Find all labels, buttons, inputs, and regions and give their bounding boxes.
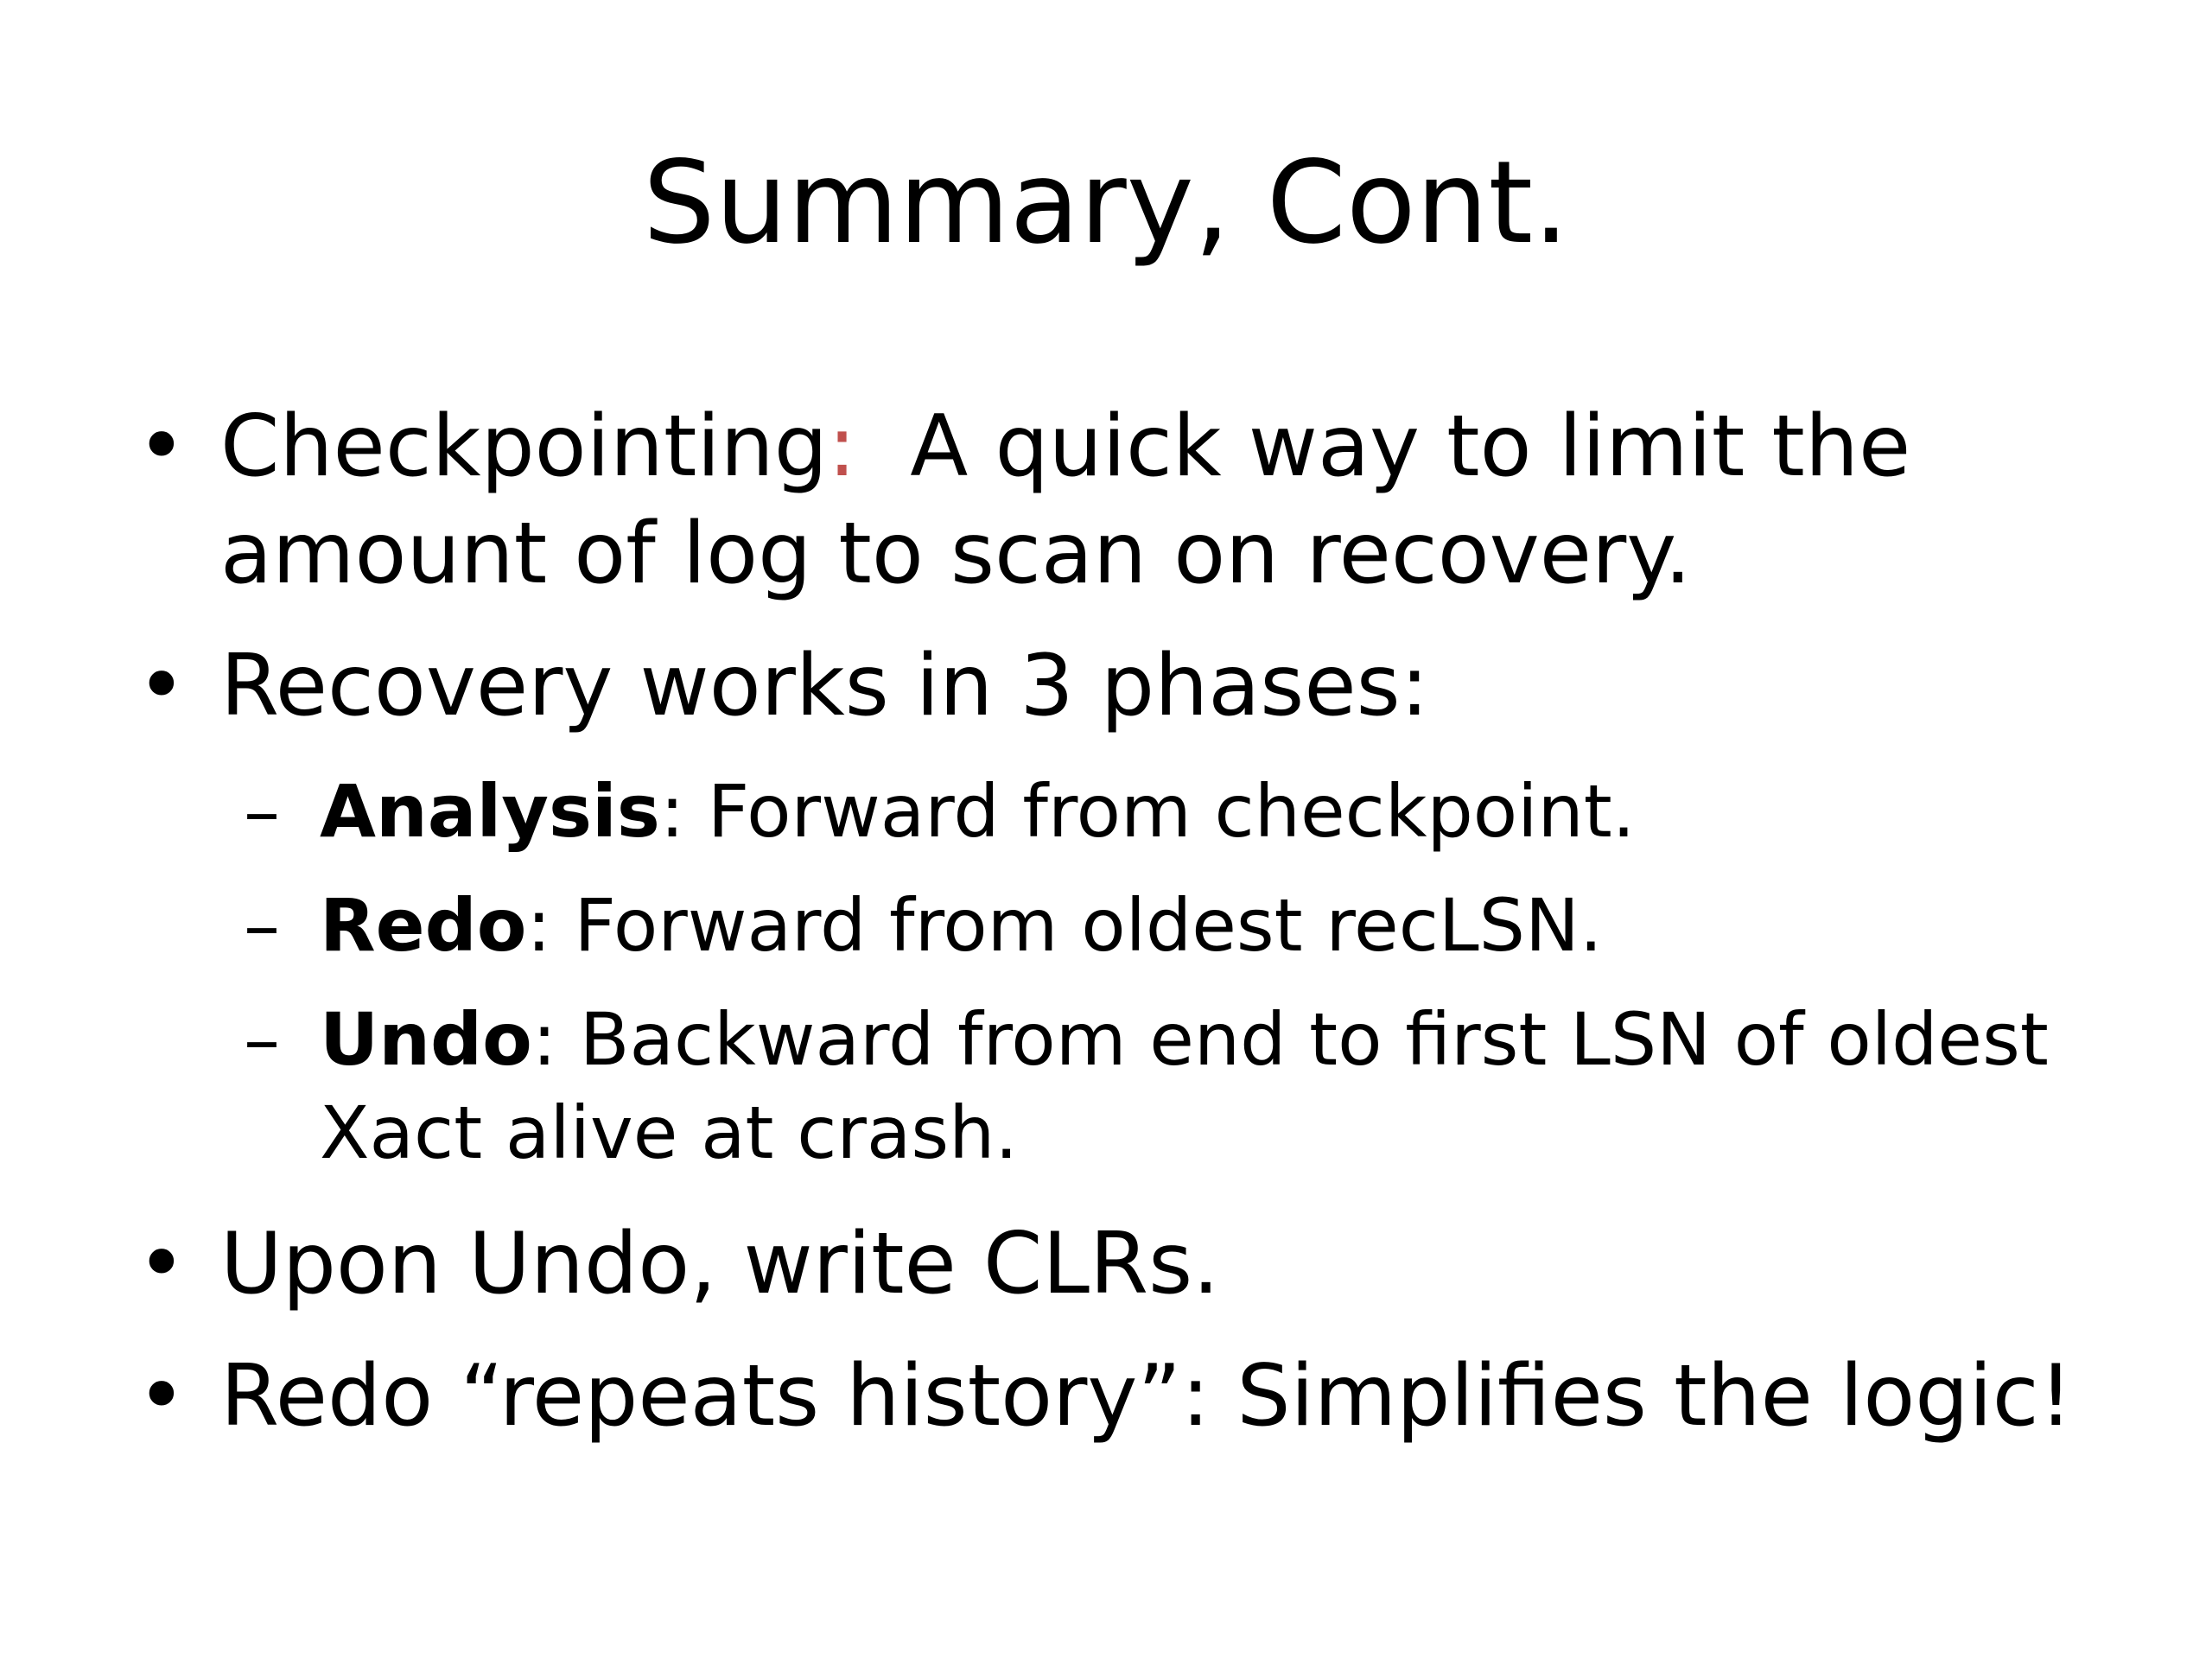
bullet-item-clrs <box>130 1211 2117 1318</box>
bullet-item-checkpointing <box>130 393 2117 607</box>
bullet-mark: • <box>137 637 187 735</box>
bullet-item-recovery-phases <box>130 632 2117 740</box>
bullet-mark: • <box>137 397 187 496</box>
subitem-analysis <box>130 765 2117 858</box>
bullet-item-repeats-history <box>130 1343 2117 1450</box>
slide-title: Summary, Cont. <box>642 137 1570 270</box>
dash-mark: – <box>244 769 280 854</box>
subitem-term: Undo <box>320 997 532 1082</box>
subitem-text: : Forward from checkpoint. <box>659 769 1636 854</box>
subitem-redo <box>130 879 2117 972</box>
subitem-term: Redo <box>320 883 527 968</box>
subitem-term: Analysis <box>320 769 660 854</box>
subitem-undo <box>130 993 2117 1179</box>
subitem-text: : Forward from oldest recLSN. <box>526 883 1603 968</box>
bullet-text: A quick way to limit the amount of log to scan on recovery. <box>220 397 1938 603</box>
bullet-mark: • <box>137 1347 187 1446</box>
bullet-lead: Checkpointing <box>220 397 828 496</box>
bullet-text: Recovery works in 3 phases: <box>220 637 1429 735</box>
bullet-mark: • <box>137 1215 187 1313</box>
subitem-text: : Backward from end to first LSN of oldest Xact alive at crash. <box>320 997 2049 1175</box>
bullet-separator: : <box>827 397 856 496</box>
bullet-text: Upon Undo, write CLRs. <box>220 1215 1220 1313</box>
bullet-text: Redo “repeats history”: Simplifies the logic! <box>220 1347 2073 1446</box>
slide-body <box>130 393 2117 1475</box>
dash-mark: – <box>244 997 280 1082</box>
dash-mark: – <box>244 883 280 968</box>
